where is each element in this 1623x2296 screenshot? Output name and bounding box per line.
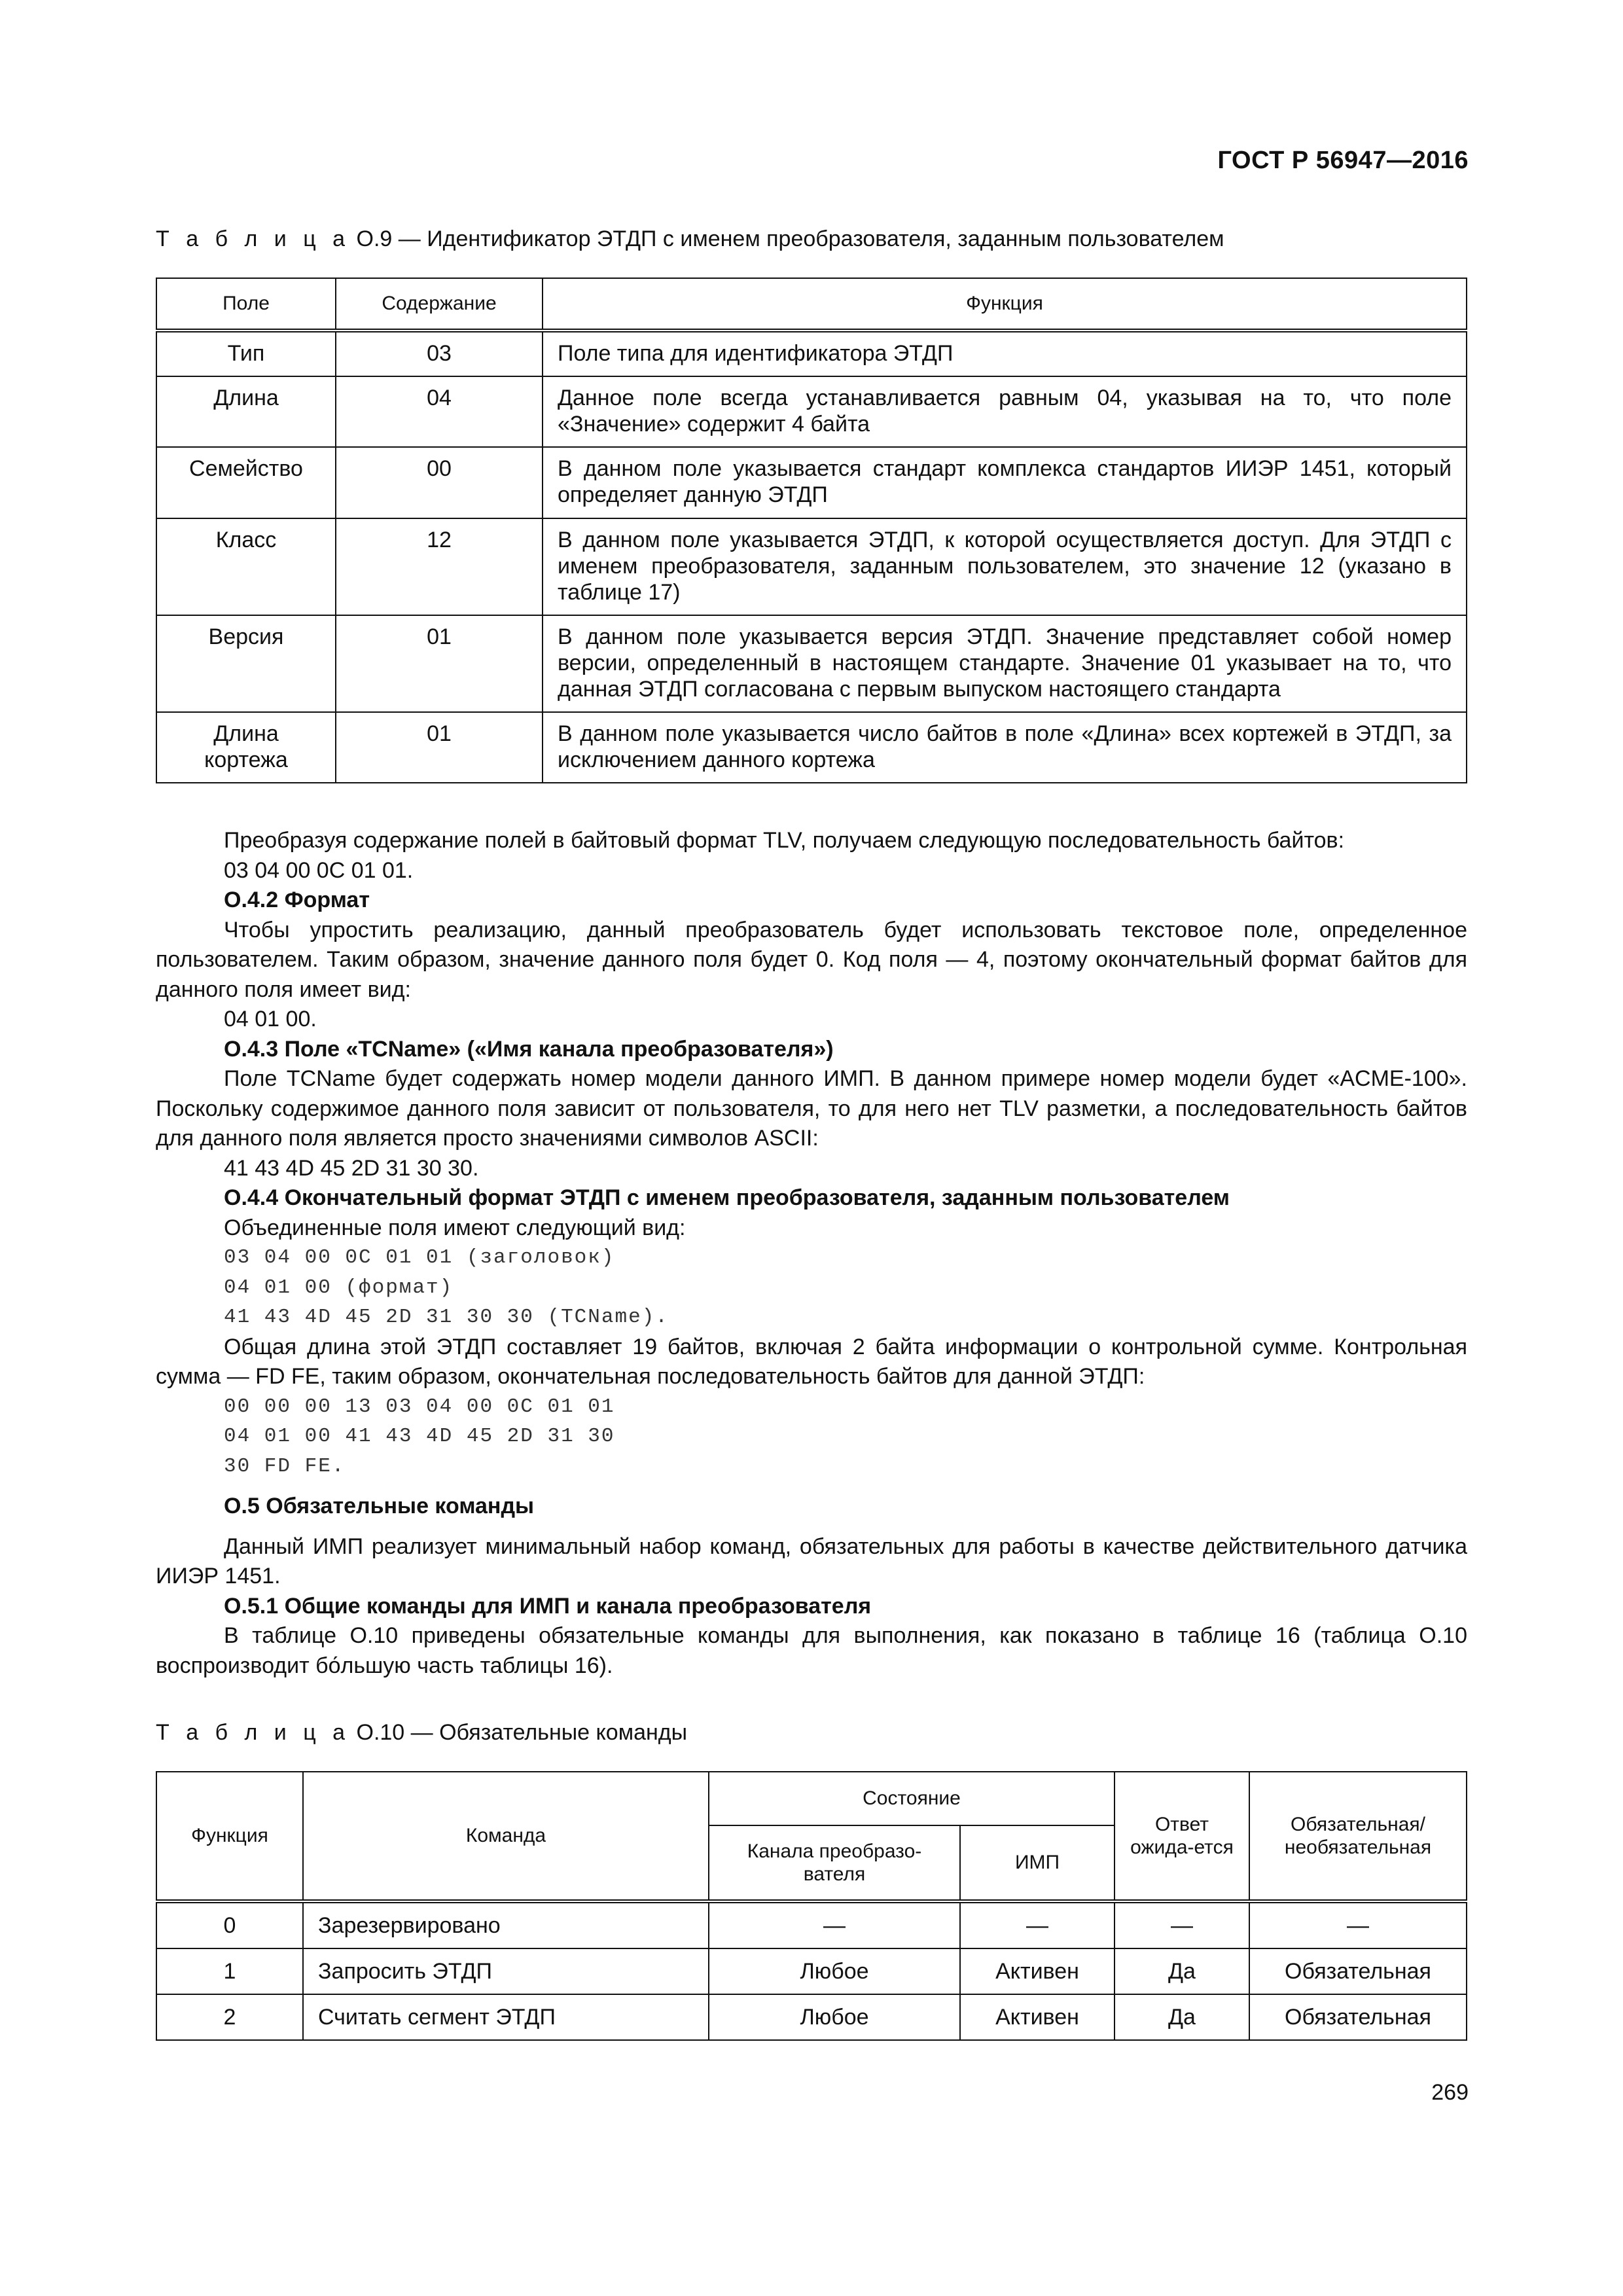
table-row <box>156 376 1467 447</box>
row-field: Длина кортежа <box>156 712 336 783</box>
col-response: Ответ ожида-ется <box>1115 1772 1249 1901</box>
row-field: Длина <box>156 376 336 447</box>
row-content: 00 <box>336 447 543 518</box>
paragraph: Объединенные поля имеют следующий вид: <box>224 1215 686 1240</box>
row-content: 04 <box>336 376 543 447</box>
code-line: 30 FD FE. <box>224 1454 346 1478</box>
row-field: Класс <box>156 518 336 615</box>
row-channel: — <box>709 1901 960 1948</box>
section-heading-o42: О.4.2 Формат <box>224 888 370 912</box>
table-o10-header-row-1 <box>156 1772 1467 1825</box>
section-heading-o51: О.5.1 Общие команды для ИМП и канала преобразователя <box>224 1593 872 1619</box>
paragraph: Общая длина этой ЭТДП составляет 19 байтов, включая 2 байта информации о контрольной сумме. Контрольная сумма — FD FE, таким образом, окончательная последовательность байтов для данной ЭТДП: <box>156 1334 1467 1389</box>
col-state-channel: Канала преобразо-вателя <box>709 1825 960 1901</box>
row-field: Семейство <box>156 447 336 518</box>
byte-sequence: 03 04 00 0C 01 01. <box>224 857 414 883</box>
code-line: 04 01 00 (формат) <box>224 1276 454 1299</box>
row-function: Данное поле всегда устанавливается равным 04, указывая на то, что поле «Значение» содержит 4 байта <box>543 376 1467 447</box>
table-row <box>156 1948 1467 1994</box>
table-o10-caption <box>156 1720 687 1746</box>
paragraph: Данный ИМП реализует минимальный набор команд, обязательных для работы в качестве действительного датчика ИИЭР 1451. <box>156 1534 1467 1588</box>
section-heading-o43: О.4.3 Поле «TCName» («Имя канала преобразователя») <box>224 1036 834 1062</box>
col-state-imp: ИМП <box>960 1825 1115 1901</box>
row-function: В данном поле указывается стандарт комплекса стандартов ИИЭР 1451, который определяет данную ЭТДП <box>543 447 1467 518</box>
col-mandatory: Обязательная/ необязательная <box>1249 1772 1467 1901</box>
row-command: Считать сегмент ЭТДП <box>303 1994 709 2040</box>
row-mandatory: — <box>1249 1901 1467 1948</box>
table-o9-caption <box>156 226 1224 252</box>
paragraph: Чтобы упростить реализацию, данный преобразователь будет использовать текстовое поле, определенное пользователем. Таким образом, значение данного поля будет 0. Код поля — 4, поэтому окончательный формат байтов для данного поля имеет вид: <box>156 917 1467 1002</box>
paragraph: В таблице О.10 приведены обязательные команды для выполнения, как показано в таблице 16 (таблица О.10 воспроизводит бо́льшую часть таблицы 16). <box>156 1623 1467 1678</box>
table-o9 <box>156 278 1467 783</box>
row-function: 0 <box>156 1901 303 1948</box>
row-function: Поле типа для идентификатора ЭТДП <box>543 331 1467 376</box>
body-text <box>156 826 1467 1681</box>
col-function: Функция <box>156 1772 303 1901</box>
row-command: Зарезервировано <box>303 1901 709 1948</box>
byte-sequence: 04 01 00. <box>224 1007 317 1031</box>
row-content: 12 <box>336 518 543 615</box>
table-o9-col-content: Содержание <box>336 278 543 331</box>
row-response: Да <box>1115 1994 1249 2040</box>
table-o10-caption-prefix: Т а б л и ц а <box>156 1720 351 1745</box>
row-content: 01 <box>336 712 543 783</box>
table-o10-caption-text: О.10 — Обязательные команды <box>356 1720 688 1745</box>
row-function: В данном поле указывается число байтов в поле «Длина» всех кортежей в ЭТДП, за исключением данного кортежа <box>543 712 1467 783</box>
row-content: 03 <box>336 331 543 376</box>
code-line: 03 04 00 0C 01 01 (заголовок) <box>224 1246 615 1269</box>
code-line: 00 00 00 13 03 04 00 0C 01 01 <box>224 1395 615 1418</box>
paragraph: Преобразуя содержание полей в байтовый формат TLV, получаем следующую последовательность байтов: <box>224 828 1345 853</box>
row-imp: Активен <box>960 1948 1115 1994</box>
table-row <box>156 331 1467 376</box>
row-command: Запросить ЭТДП <box>303 1948 709 1994</box>
table-row <box>156 518 1467 615</box>
section-heading-o5: О.5 Обязательные команды <box>224 1494 535 1518</box>
col-state: Состояние <box>709 1772 1115 1825</box>
page-number: 269 <box>1431 2080 1469 2105</box>
code-line: 04 01 00 41 43 4D 45 2D 31 30 <box>224 1425 615 1448</box>
table-o9-caption-text: О.9 — Идентификатор ЭТДП с именем преобразователя, заданным пользователем <box>356 226 1224 251</box>
row-function: 1 <box>156 1948 303 1994</box>
row-field: Тип <box>156 331 336 376</box>
table-o9-caption-prefix: Т а б л и ц а <box>156 226 351 251</box>
table-row <box>156 447 1467 518</box>
row-function: В данном поле указывается версия ЭТДП. Значение представляет собой номер версии, определенный в настоящем стандарте. Значение 01 указывает на то, что данная ЭТДП согласована с первым выпуском настоящего стандарта <box>543 615 1467 712</box>
row-function: В данном поле указывается ЭТДП, к которой осуществляется доступ. Для ЭТДП с именем преобразователя, заданным пользователем, это значение 12 (указано в таблице 17) <box>543 518 1467 615</box>
row-response: Да <box>1115 1948 1249 1994</box>
row-imp: Активен <box>960 1994 1115 2040</box>
table-row <box>156 712 1467 783</box>
row-field: Версия <box>156 615 336 712</box>
row-content: 01 <box>336 615 543 712</box>
paragraph: Поле TCName будет содержать номер модели данного ИМП. В данном примере номер модели будет «ACME-100». Поскольку содержимое данного поля зависит от пользователя, то для него нет TLV разметки, а последовательность байтов для данного поля является просто значениями символов ASCII: <box>156 1066 1467 1151</box>
table-o9-header-row <box>156 278 1467 331</box>
row-channel: Любое <box>709 1948 960 1994</box>
table-o9-col-function: Функция <box>543 278 1467 331</box>
row-channel: Любое <box>709 1994 960 2040</box>
col-command: Команда <box>303 1772 709 1901</box>
row-mandatory: Обязательная <box>1249 1994 1467 2040</box>
code-line: 41 43 4D 45 2D 31 30 30 (TCName). <box>224 1306 669 1329</box>
table-o9-col-field: Поле <box>156 278 336 331</box>
byte-sequence: 41 43 4D 45 2D 31 30 30. <box>224 1155 479 1181</box>
row-response: — <box>1115 1901 1249 1948</box>
table-row <box>156 615 1467 712</box>
row-function: 2 <box>156 1994 303 2040</box>
row-mandatory: Обязательная <box>1249 1948 1467 1994</box>
standard-designation: ГОСТ Р 56947—2016 <box>1217 147 1469 174</box>
section-heading-o44: О.4.4 Окончательный формат ЭТДП с именем преобразователя, заданным пользователем <box>224 1185 1230 1210</box>
table-row <box>156 1994 1467 2040</box>
table-row <box>156 1901 1467 1948</box>
table-o10 <box>156 1771 1467 2041</box>
row-imp: — <box>960 1901 1115 1948</box>
